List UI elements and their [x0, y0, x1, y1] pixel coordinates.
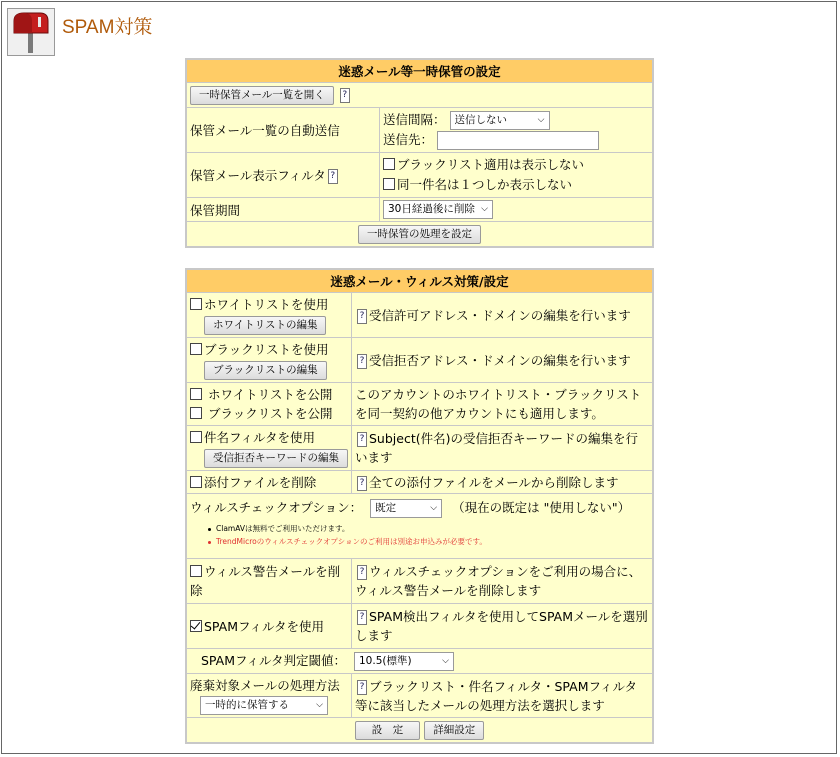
publish-whitelist-checkbox[interactable]	[190, 388, 202, 400]
blacklist-desc: 受信拒否アドレス・ドメインの編集を行います	[369, 353, 631, 368]
detail-settings-button[interactable]: 詳細設定	[424, 721, 484, 740]
virus-option-select[interactable]	[370, 499, 442, 518]
auto-send-label: 保管メール一覧の自動送信	[186, 108, 380, 153]
spam-filter-checkbox[interactable]	[190, 620, 202, 632]
attachment-delete-label: 添付ファイルを削除	[204, 475, 317, 490]
threshold-label: SPAMフィルタ判定閾値：	[201, 653, 347, 668]
virus-option-value: 既定	[375, 502, 397, 514]
threshold-select-value: 10.5(標準)	[359, 655, 412, 667]
filter-opt1-checkbox[interactable]	[383, 158, 395, 170]
virus-current-default: （現在の既定は "使用しない"）	[452, 500, 631, 515]
filter-opt2-label: 同一件名は１つしか表示しない	[397, 177, 573, 192]
period-select[interactable]	[383, 200, 493, 219]
chevron-down-icon: ⌵	[481, 204, 488, 214]
filter-opt2-checkbox[interactable]	[383, 178, 395, 190]
chevron-down-icon: ⌵	[430, 503, 438, 513]
help-icon[interactable]: ?	[357, 680, 367, 695]
virus-warning-delete-desc: ウィルスチェックオプションをご利用の場合に、ウィルス警告メールを削除します	[355, 564, 642, 598]
help-icon[interactable]: ?	[340, 88, 350, 103]
interval-label: 送信間隔：	[383, 112, 446, 127]
help-icon[interactable]: ?	[357, 565, 367, 580]
subject-filter-label: 件名フィルタを使用	[204, 430, 316, 445]
whitelist-edit-button[interactable]: ホワイトリストの編集	[204, 316, 326, 335]
open-quarantine-list-button[interactable]: 一時保管メール一覧を開く	[190, 86, 334, 105]
publish-blacklist-label: ブラックリストを公開	[207, 406, 333, 421]
spam-settings-panel	[185, 268, 654, 744]
period-label: 保管期間	[186, 198, 380, 222]
bullet-icon	[208, 528, 211, 531]
mailbox-logo-icon	[7, 8, 55, 56]
blacklist-edit-button[interactable]: ブラックリストの編集	[204, 361, 327, 380]
apply-quarantine-button[interactable]: 一時保管の処理を設定	[358, 225, 481, 244]
filter-opt1-label: ブラックリスト適用は表示しない	[397, 157, 585, 172]
spam-header: 迷惑メール・ウィルス対策/設定	[186, 269, 653, 293]
interval-select-value: 送信しない	[454, 114, 507, 126]
whitelist-desc: 受信許可アドレス・ドメインの編集を行います	[369, 308, 631, 323]
publish-desc: このアカウントのホワイトリスト・ブラックリストを同一契約の他アカウントにも適用します。	[352, 383, 654, 426]
help-icon[interactable]: ?	[357, 432, 367, 447]
discard-method-value: 一時的に保管する	[205, 699, 289, 711]
help-icon[interactable]: ?	[357, 476, 367, 491]
attachment-delete-checkbox[interactable]	[190, 476, 202, 488]
virus-warning-delete-checkbox[interactable]	[190, 565, 202, 577]
discard-method-select[interactable]	[200, 696, 328, 715]
note-clamav-text: ClamAVは無料でご利用いただけます。	[216, 524, 350, 533]
chevron-down-icon: ⌵	[537, 115, 545, 125]
help-icon[interactable]: ?	[357, 309, 367, 324]
bullet-icon	[208, 541, 211, 544]
subject-filter-desc: Subject(件名)の受信拒否キーワードの編集を行います	[355, 431, 638, 465]
interval-select[interactable]	[450, 111, 550, 130]
discard-method-desc: ブラックリスト・件名フィルタ・SPAMフィルタ等に該当したメールの処理方法を選択します	[355, 678, 638, 713]
chevron-down-icon: ⌵	[442, 656, 449, 666]
spam-filter-desc: SPAM検出フィルタを使用してSPAMメールを選別します	[355, 609, 648, 643]
subject-filter-checkbox[interactable]	[190, 431, 202, 443]
period-select-value: 30日経過後に削除	[388, 203, 475, 215]
dest-input[interactable]	[437, 131, 599, 150]
page-title: SPAM対策	[62, 17, 153, 38]
blacklist-checkbox[interactable]	[190, 343, 202, 355]
help-icon[interactable]: ?	[357, 354, 367, 369]
help-icon[interactable]: ?	[357, 610, 367, 625]
quarantine-header: 迷惑メール等一時保管の設定	[186, 59, 653, 83]
whitelist-label: ホワイトリストを使用	[204, 297, 329, 312]
dest-label: 送信先：	[383, 132, 434, 147]
set-button[interactable]: 設 定	[355, 721, 421, 740]
chevron-down-icon: ⌵	[316, 700, 323, 710]
spam-filter-label: SPAMフィルタを使用	[204, 619, 325, 634]
threshold-select[interactable]	[354, 652, 454, 671]
virus-option-label: ウィルスチェックオプション：	[190, 500, 363, 515]
quarantine-settings-panel	[185, 58, 654, 248]
subject-keyword-edit-button[interactable]: 受信拒否キーワードの編集	[204, 449, 348, 468]
whitelist-checkbox[interactable]	[190, 298, 202, 310]
attachment-delete-desc: 全ての添付ファイルをメールから削除します	[369, 475, 619, 490]
note-clamav	[208, 522, 649, 535]
virus-warning-delete-label: ウィルス警告メールを削除	[190, 564, 341, 598]
note-trendmicro	[208, 535, 649, 548]
discard-label: 廃棄対象メールの処理方法	[190, 678, 340, 693]
help-icon[interactable]: ?	[328, 169, 338, 184]
publish-blacklist-checkbox[interactable]	[190, 407, 202, 419]
publish-whitelist-label: ホワイトリストを公開	[207, 387, 333, 402]
filter-label: 保管メール表示フィルタ	[190, 168, 326, 183]
blacklist-label: ブラックリストを使用	[204, 342, 329, 357]
note-trendmicro-text: TrendMicroのウィルスチェックオプションのご利用は別途お申込みが必要です。	[216, 537, 487, 546]
